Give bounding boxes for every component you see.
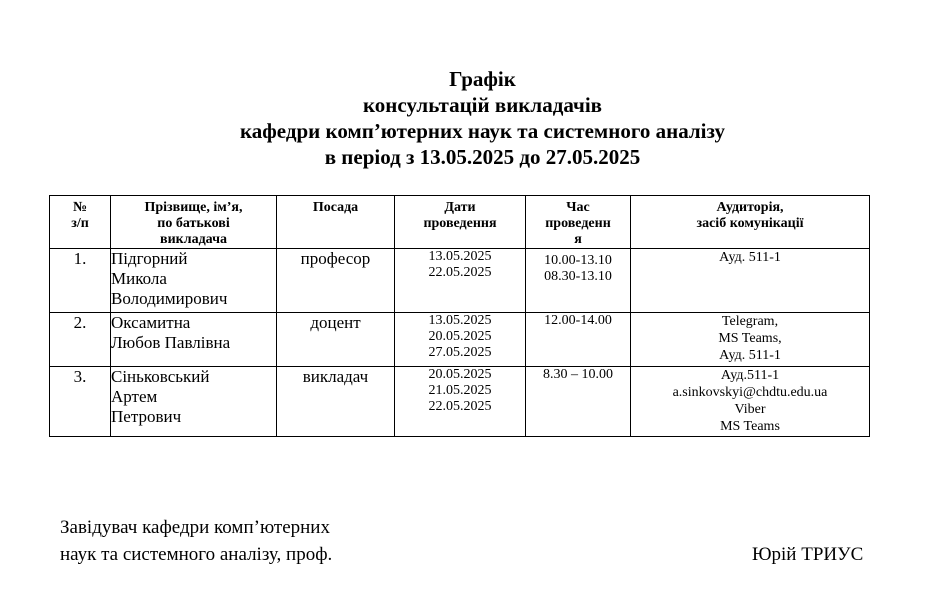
title-line-1: Графік [449,67,516,91]
teacher-name-line: Артем [111,387,158,406]
header-time-line: я [574,232,582,247]
auditorium-entry: Telegram, [721,314,779,329]
consultation-dates [395,313,526,367]
header-time [526,196,631,249]
date-entry: 13.05.2025 [428,249,492,264]
teacher-name [111,313,277,367]
header-name [111,196,277,249]
date-entry: 22.05.2025 [428,399,492,414]
table-row [50,249,870,313]
table-header-row [50,196,870,249]
date-entry: 22.05.2025 [428,265,492,280]
header-name-line: Прізвище, ім’я, [144,200,243,215]
header-time-line: Час [566,200,590,215]
teacher-name-line: Сіньковський [111,367,210,386]
title-line-4: в період з 13.05.2025 до 27.05.2025 [324,145,641,169]
title-line-2: консультацій викладачів [362,93,602,117]
auditorium-communication [631,367,870,437]
teacher-name-line: Підгорний [111,249,188,268]
auditorium-entry: MS Teams, [718,331,782,346]
header-dates [395,196,526,249]
header-dates-line: Дати [444,200,476,215]
header-auditorium-line: Аудиторія, [716,200,784,215]
teacher-name-line: Володимирович [111,289,228,308]
title-line-3: кафедри комп’ютерних наук та системного аналізу [239,119,725,143]
row-number: 1. [50,249,111,313]
time-entry: 8.30 – 10.00 [543,367,613,382]
time-entry: 08.30-13.10 [544,269,612,284]
header-auditorium [631,196,870,249]
header-num-line: з/п [71,216,89,231]
table-row [50,313,870,367]
signatory-name: Юрій ТРИУС [752,544,864,565]
teacher-position: професор [277,249,395,313]
header-auditorium-line: засіб комунікації [696,216,804,231]
document-title [0,66,945,170]
teacher-name-line: Микола [111,269,167,288]
teacher-name-line: Оксамитна [111,313,191,332]
signatory-position-line: наук та системного аналізу, проф. [60,544,333,565]
signatory-position [60,514,332,568]
consultation-dates [395,249,526,313]
consultation-time [526,249,631,313]
consultation-dates [395,367,526,437]
header-name-line: по батькові [157,216,230,231]
header-num-line: № [72,200,88,215]
auditorium-communication [631,313,870,367]
consultation-schedule-table [49,195,870,437]
time-entry: 12.00-14.00 [544,313,612,328]
table-row [50,367,870,437]
auditorium-communication [631,249,870,313]
header-position [277,196,395,249]
date-entry: 20.05.2025 [428,329,492,344]
time-entry: 10.00-13.10 [544,253,612,268]
date-entry: 13.05.2025 [428,313,492,328]
header-dates-line: проведення [423,216,497,231]
row-number: 2. [50,313,111,367]
auditorium-entry: Ауд. 511-1 [719,348,781,363]
teacher-position: викладач [277,367,395,437]
header-name-line: викладача [160,232,227,247]
auditorium-entry: Viber [734,402,766,417]
teacher-position: доцент [277,313,395,367]
header-num [50,196,111,249]
row-number: 3. [50,367,111,437]
consultation-time [526,313,631,367]
header-time-line: проведенн [545,216,611,231]
header-position-line: Посада [312,200,359,215]
date-entry: 21.05.2025 [428,383,492,398]
auditorium-entry: Ауд. 511-1 [719,250,781,265]
date-entry: 20.05.2025 [428,367,492,382]
teacher-name-line: Любов Павлівна [111,333,231,352]
teacher-name [111,367,277,437]
teacher-name [111,249,277,313]
auditorium-entry: MS Teams [720,419,780,434]
consultation-time [526,367,631,437]
auditorium-entry: a.sinkovskyi@chdtu.edu.ua [672,385,828,400]
signatory-position-line: Завідувач кафедри комп’ютерних [60,517,330,538]
auditorium-entry: Ауд.511-1 [720,368,780,383]
date-entry: 27.05.2025 [428,345,492,360]
teacher-name-line: Петрович [111,407,182,426]
